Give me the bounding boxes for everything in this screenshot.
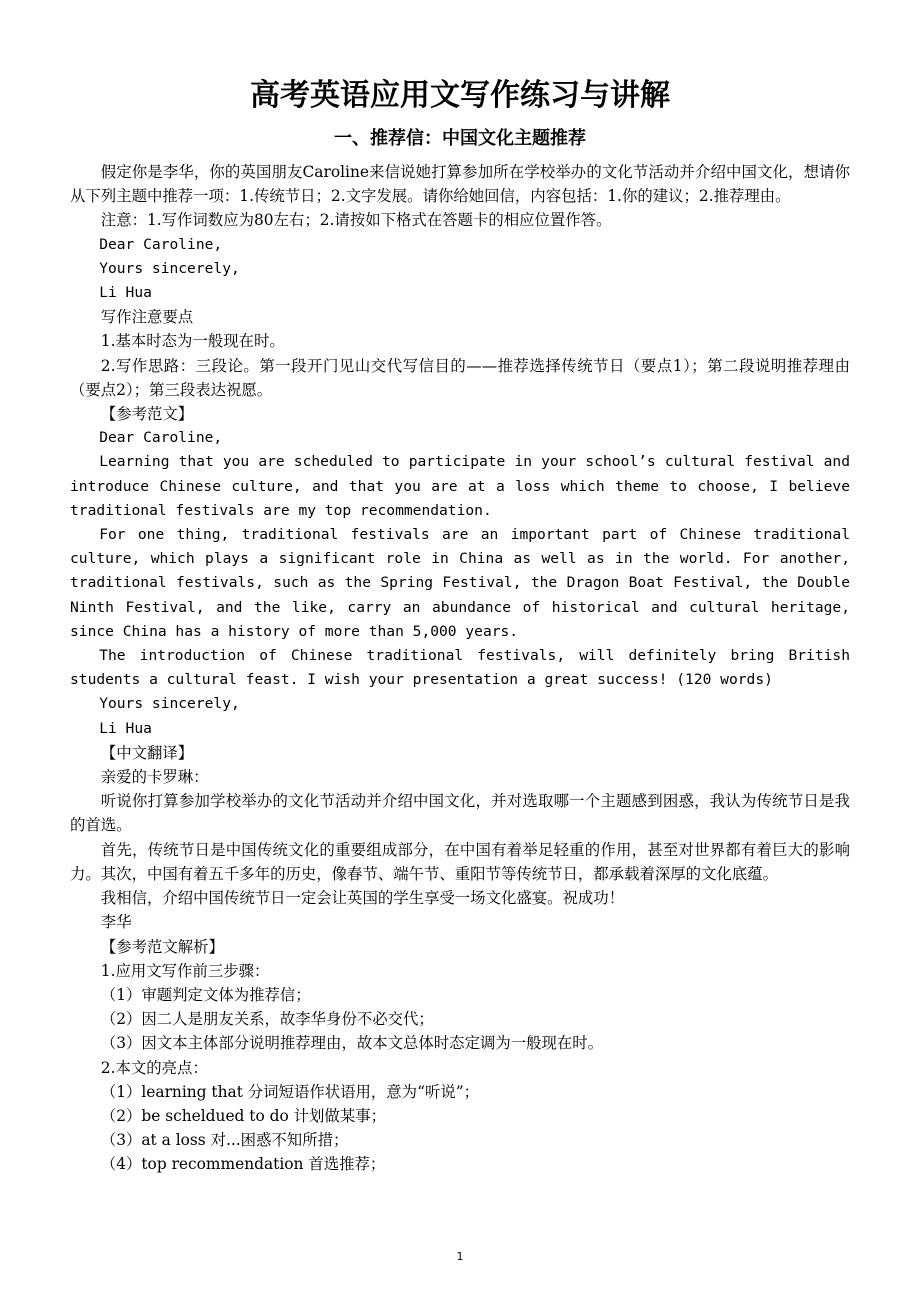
format-greeting: Dear Caroline, [99,235,223,253]
translation-signature: 李华 [100,913,132,932]
prompt-paragraph: 假定你是李华，你的英国朋友Caroline来信说她打算参加所在学校举办的文化节活动并介绍中国文化，想请你从下列主题中推荐一项：1.传统节日；2.文字发展。请你给她回信，内容包括：1.你的建议；2.推荐理由。 [70,163,850,206]
format-closing: Yours sincerely, [99,259,240,277]
analysis-subitem: （3）at a loss 对...困惑不知所措； [100,1131,349,1150]
format-signature: Li Hua [99,284,152,302]
sample-paragraph: Learning that you are scheduled to participate in your school’s cultural festival and introduce Chinese culture, and that you are at a loss which theme to choose, I believe traditional festivals are my top recommendation. [70,453,850,519]
tip-item: 2.写作思路：三段论。第一段开门见山交代写信目的——推荐选择传统节日（要点1）；第二段说明推荐理由（要点2）；第三段表达祝愿。 [70,356,850,399]
sample-heading: 【参考范文】 [100,405,194,424]
analysis-item: 2.本文的亮点： [100,1058,208,1077]
translation-paragraph: 听说你打算参加学校举办的文化节活动并介绍中国文化，并对选取哪一个主题感到困惑，我认为传统节日是我的首选。 [70,792,850,835]
translation-paragraph: 首先，传统节日是中国传统文化的重要组成部分，在中国有着举足轻重的作用，甚至对世界都有着巨大的影响力。其次，中国有着五千多年的历史，像春节、端午节、重阳节等传统节日，都承载着深厚的文化底蕴。 [70,840,850,883]
section-title: 一、推荐信：中国文化主题推荐 [334,128,586,149]
analysis-subitem: （4）top recommendation 首选推荐； [100,1155,386,1174]
analysis-subitem: （1）learning that 分词短语作状语用，意为“听说”； [100,1082,479,1101]
document-page [70,74,850,1177]
page-number: 1 [456,1250,464,1263]
notice-paragraph: 注意：1.写作词数应为80左右；2.请按如下格式在答题卡的相应位置作答。 [100,211,612,230]
tip-item: 1.基本时态为一般现在时。 [100,332,285,351]
sample-paragraph: The introduction of Chinese traditional festivals, will definitely bring British students a cultural feast. I wish your presentation a great success! (120 words) [70,647,850,689]
sample-signature: Li Hua [99,719,152,737]
analysis-subitem: （3）因文本主体部分说明推荐理由，故本文总体时态定调为一般现在时。 [100,1034,604,1053]
tips-heading: 写作注意要点 [100,308,194,327]
analysis-subitem: （1）审题判定文体为推荐信； [100,985,311,1004]
translation-heading: 【中文翻译】 [100,743,194,762]
sample-paragraph: For one thing, traditional festivals are an important part of Chinese traditional culture, which plays a significant role in China as well as in the world. For another, traditional festivals, such as the Spring Festival, the Dragon Boat Festival, the Double Ninth Festival, and the like, carry an abundance of historical and cultural heritage, since China has a history of more than 5,000 years. [70,526,850,640]
page-title: 高考英语应用文写作练习与讲解 [250,78,670,113]
analysis-item: 1.应用文写作前三步骤： [100,961,270,980]
analysis-heading: 【参考范文解析】 [100,937,224,956]
analysis-subitem: （2）因二人是朋友关系，故李华身份不必交代； [100,1010,434,1029]
sample-closing: Yours sincerely, [99,695,240,713]
translation-greeting: 亲爱的卡罗琳： [100,768,209,787]
translation-paragraph: 我相信，介绍中国传统节日一定会让英国的学生享受一场文化盛宴。祝成功！ [100,889,625,908]
analysis-subitem: （2）be scheldued to do 计划做某事； [100,1106,386,1125]
sample-greeting: Dear Caroline, [99,429,223,447]
